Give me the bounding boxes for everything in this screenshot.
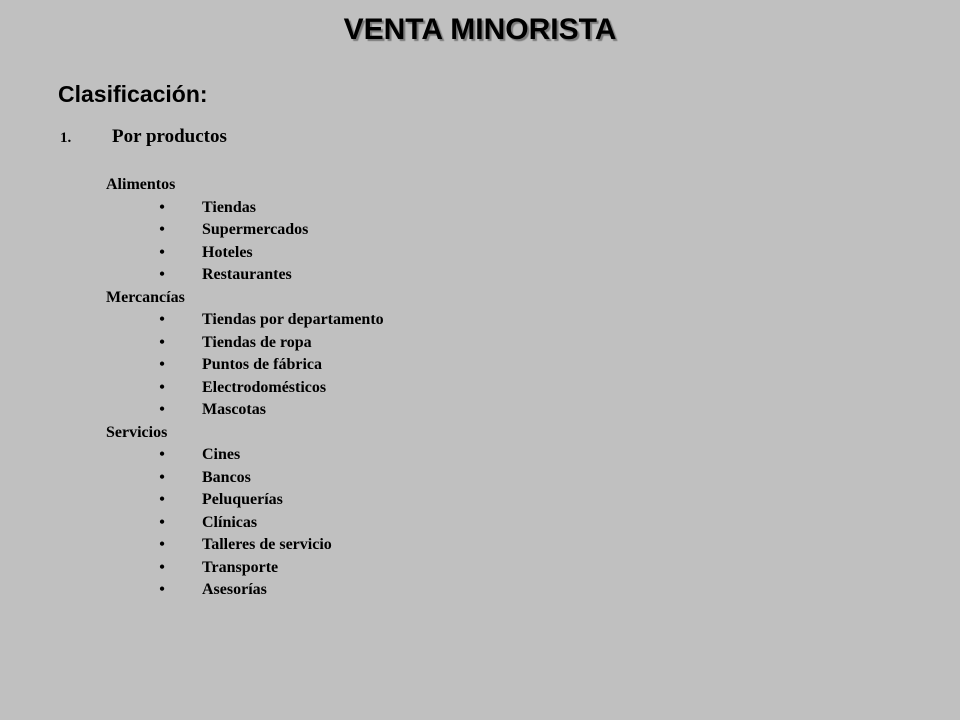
list-item bbox=[106, 467, 251, 490]
bullet-icon: • bbox=[159, 513, 165, 531]
list-item-text: Peluquerías bbox=[202, 491, 283, 508]
bullet-icon: • bbox=[159, 401, 165, 418]
list-item-text: Cines bbox=[202, 446, 241, 463]
bullet-icon: • bbox=[159, 378, 165, 396]
list-item bbox=[106, 399, 266, 422]
section-heading: Clasificación: bbox=[58, 81, 208, 107]
list-item-text: Restaurantes bbox=[202, 266, 292, 283]
list-item bbox=[106, 354, 322, 377]
slide-title: VENTA MINORISTA bbox=[343, 13, 617, 46]
list-item-text: Bancos bbox=[202, 468, 251, 486]
bullet-icon: • bbox=[159, 581, 165, 598]
list-item-text: Mascotas bbox=[202, 401, 266, 418]
bullet-icon: • bbox=[159, 446, 165, 463]
list-item bbox=[106, 264, 292, 287]
bullet-icon: • bbox=[159, 198, 165, 216]
list-item-text: Electrodomésticos bbox=[202, 378, 327, 396]
list-item bbox=[106, 534, 332, 557]
bullet-icon: • bbox=[159, 491, 165, 508]
list-item-text: Puntos de fábrica bbox=[202, 356, 322, 373]
item-label: Por productos bbox=[112, 126, 227, 147]
item-number: 1. bbox=[60, 130, 72, 146]
numbered-item bbox=[60, 124, 227, 151]
list-item-text: Transporte bbox=[202, 558, 279, 576]
bullet-icon: • bbox=[159, 311, 165, 328]
list-item bbox=[106, 332, 312, 355]
list-item-text: Hoteles bbox=[202, 243, 253, 261]
list-item bbox=[106, 512, 258, 535]
list-item-text: Supermercados bbox=[202, 221, 309, 238]
list-item-text: Talleres de servicio bbox=[202, 536, 332, 553]
bullet-icon: • bbox=[159, 356, 165, 373]
list-item bbox=[106, 219, 309, 242]
bullet-icon: • bbox=[159, 536, 165, 553]
bullet-icon: • bbox=[159, 243, 165, 261]
group-label-alimentos: Alimentos bbox=[106, 176, 176, 193]
bullet-icon: • bbox=[159, 221, 165, 238]
list-item bbox=[106, 489, 283, 512]
list-item bbox=[106, 377, 327, 400]
list-item-text: Tiendas de ropa bbox=[202, 333, 312, 351]
bullet-icon: • bbox=[159, 266, 165, 283]
list-item bbox=[106, 444, 241, 467]
list-item-text: Tiendas por departamento bbox=[202, 311, 384, 328]
group-label-servicios: Servicios bbox=[106, 423, 168, 441]
list-item-text: Clínicas bbox=[202, 513, 258, 531]
group-label-mercancias: Mercancías bbox=[106, 288, 185, 306]
list-item-text: Tiendas bbox=[202, 198, 256, 216]
bullet-icon: • bbox=[159, 558, 165, 576]
bullet-icon: • bbox=[159, 333, 165, 351]
list-item bbox=[106, 557, 279, 580]
bullet-icon: • bbox=[159, 468, 165, 486]
category-list bbox=[106, 174, 384, 602]
list-item bbox=[106, 242, 253, 265]
list-item bbox=[106, 309, 384, 332]
list-item bbox=[106, 579, 267, 602]
list-item-text: Asesorías bbox=[202, 581, 267, 598]
list-item bbox=[106, 197, 256, 220]
